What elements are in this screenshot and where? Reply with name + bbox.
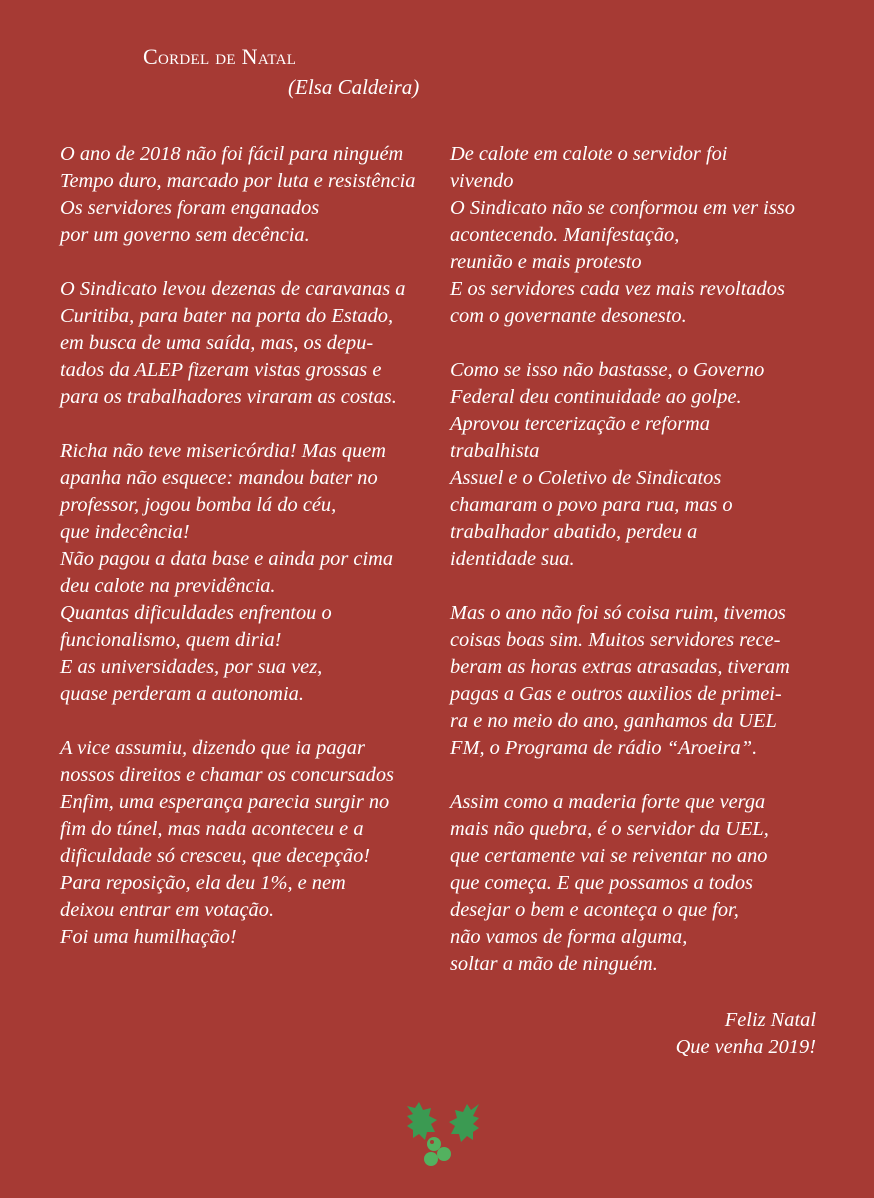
poem-line: fim do túnel, mas nada aconteceu e a bbox=[60, 818, 364, 840]
poem-line: identidade sua. bbox=[450, 548, 575, 570]
poem-line: Assuel e o Coletivo de Sindicatos bbox=[450, 467, 722, 489]
poem-line: vivendo bbox=[450, 170, 514, 192]
poem-stanza bbox=[60, 276, 426, 411]
poem-stanza bbox=[60, 438, 426, 708]
poem-line: trabalhador abatido, perdeu a bbox=[450, 521, 698, 543]
poem-line: De calote em calote o servidor foi bbox=[450, 143, 728, 165]
poem-line: coisas boas sim. Muitos servidores rece- bbox=[450, 629, 781, 651]
poem-line: soltar a mão de ninguém. bbox=[450, 953, 658, 975]
poem-stanza bbox=[60, 735, 426, 951]
poem-line: acontecendo. Manifestação, bbox=[450, 224, 680, 246]
poem-line: mais não quebra, é o servidor da UEL, bbox=[450, 818, 769, 840]
poem-line: Não pagou a data base e ainda por cima bbox=[60, 548, 394, 570]
poem-line: funcionalismo, quem diria! bbox=[60, 629, 282, 651]
poem-line: Tempo duro, marcado por luta e resistência bbox=[60, 170, 416, 192]
poem-line: por um governo sem decência. bbox=[60, 224, 310, 246]
poem-line: ra e no meio do ano, ganhamos da UEL bbox=[450, 710, 777, 732]
poem-line: O Sindicato não se conformou em ver isso bbox=[450, 197, 795, 219]
poem-stanza bbox=[60, 141, 426, 249]
closing-line: Feliz Natal bbox=[724, 1009, 816, 1031]
poem-line: E os servidores cada vez mais revoltados bbox=[450, 278, 785, 300]
poem-line: que certamente vai se reiventar no ano bbox=[450, 845, 768, 867]
poem-line: Quantas dificuldades enfrentou o bbox=[60, 602, 332, 624]
poem-stanza bbox=[450, 600, 818, 762]
poem-line: Mas o ano não foi só coisa ruim, tivemos bbox=[450, 602, 786, 624]
poem-stanza bbox=[450, 141, 818, 330]
poem-stanza bbox=[450, 789, 818, 978]
poem-line: FM, o Programa de rádio “Aroeira”. bbox=[450, 737, 758, 759]
page-title: Cordel de Natal bbox=[143, 44, 297, 69]
poem-stanza bbox=[450, 357, 818, 573]
poem-line: não vamos de forma alguma, bbox=[450, 926, 688, 948]
poem-line: reunião e mais protesto bbox=[450, 251, 642, 273]
poem-line: professor, jogou bomba lá do céu, bbox=[60, 494, 337, 516]
poem-line: desejar o bem e aconteça o que for, bbox=[450, 899, 739, 921]
poem-line: para os trabalhadores viraram as costas. bbox=[60, 386, 397, 408]
poem-line: Assim como a maderia forte que verga bbox=[450, 791, 766, 813]
poem-line: Enfim, uma esperança parecia surgir no bbox=[60, 791, 390, 813]
poem-line: beram as horas extras atrasadas, tiveram bbox=[450, 656, 790, 678]
poem-line: E as universidades, por sua vez, bbox=[60, 656, 323, 678]
poem-line: que começa. E que possamos a todos bbox=[450, 872, 753, 894]
poem-line: Aprovou tercerização e reforma bbox=[450, 413, 710, 435]
poem-line: trabalhista bbox=[450, 440, 540, 462]
poem-line: dificuldade só cresceu, que decepção! bbox=[60, 845, 371, 867]
poem-line: Foi uma humilhação! bbox=[60, 926, 237, 948]
poem-line: Federal deu continuidade ao golpe. bbox=[450, 386, 742, 408]
poem-line: Curitiba, para bater na porta do Estado, bbox=[60, 305, 394, 327]
poem-line: Para reposição, ela deu 1%, e nem bbox=[60, 872, 346, 894]
poem-line: Richa não teve misericórdia! Mas quem bbox=[60, 440, 386, 462]
poem-line: deixou entrar em votação. bbox=[60, 899, 275, 921]
poem-line: apanha não esquece: mandou bater no bbox=[60, 467, 378, 489]
poem-line: que indecência! bbox=[60, 521, 190, 543]
poem-left-column bbox=[60, 141, 426, 978]
author-name: (Elsa Caldeira) bbox=[288, 75, 420, 99]
poem-line: Os servidores foram enganados bbox=[60, 197, 320, 219]
poem-line: com o governante desonesto. bbox=[450, 305, 687, 327]
poem-line: O Sindicato levou dezenas de caravanas a bbox=[60, 278, 406, 300]
poem-line: chamaram o povo para rua, mas o bbox=[450, 494, 733, 516]
poem-line: deu calote na previdência. bbox=[60, 575, 276, 597]
poem-line: em busca de uma saída, mas, os depu- bbox=[60, 332, 374, 354]
poem-line: Como se isso não bastasse, o Governo bbox=[450, 359, 765, 381]
poem-right-column bbox=[450, 141, 818, 1005]
closing-line: Que venha 2019! bbox=[675, 1036, 816, 1058]
poem-line: nossos direitos e chamar os concursados bbox=[60, 764, 394, 786]
poem-line: A vice assumiu, dizendo que ia pagar bbox=[60, 737, 365, 759]
closing-greeting bbox=[676, 1007, 816, 1061]
poem-line: quase perderam a autonomia. bbox=[60, 683, 304, 705]
holly-icon bbox=[405, 1100, 481, 1170]
poem-line: tados da ALEP fizeram vistas grossas e bbox=[60, 359, 382, 381]
poem-line: pagas a Gas e outros auxilios de primei- bbox=[450, 683, 782, 705]
poem-line: O ano de 2018 não foi fácil para ninguém bbox=[60, 143, 404, 165]
